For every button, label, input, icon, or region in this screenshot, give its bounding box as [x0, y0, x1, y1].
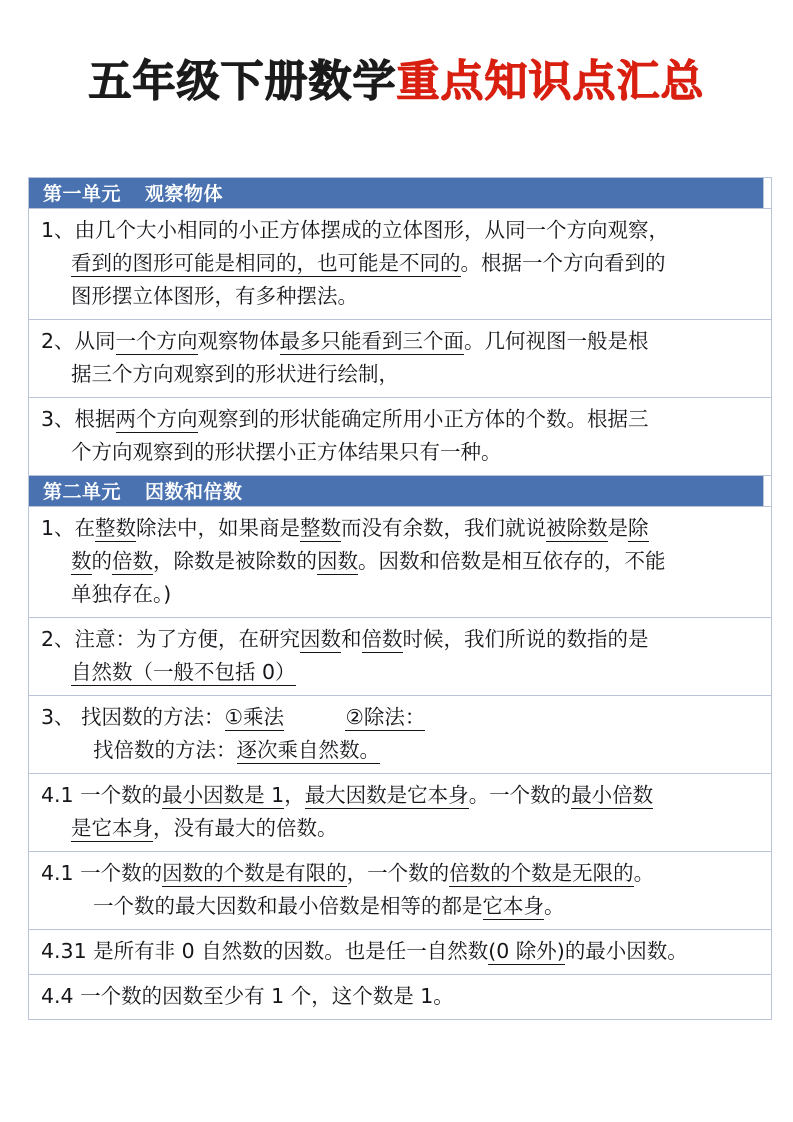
paragraph-line — [41, 280, 761, 313]
underlined-text: 看到的图形 — [71, 251, 174, 275]
paragraph — [41, 857, 761, 923]
paragraph-line — [41, 247, 761, 280]
text-run: 。根据一个方向看到的 — [460, 251, 666, 275]
underlined-text: 自然数（一般不包括 0） — [71, 660, 296, 684]
paragraph-line — [41, 623, 761, 656]
text-run: 。一个数的 — [468, 783, 572, 807]
header-end-cap — [763, 178, 771, 208]
table-row — [29, 774, 771, 852]
paragraph — [41, 980, 761, 1013]
underlined-text: 一个方向 — [115, 329, 198, 353]
paragraph-line — [41, 545, 761, 578]
section-header — [29, 476, 771, 507]
underlined-text: 倍数 — [361, 627, 403, 651]
underlined-text: ①乘法 — [224, 705, 284, 729]
paragraph-line — [41, 214, 761, 247]
text-run: 4.1 一个数的 — [41, 861, 163, 885]
text-run: 时候，我们所说的数指的是 — [402, 627, 649, 651]
underlined-text: 最大因数是它本身 — [304, 783, 469, 807]
text-run — [284, 705, 346, 729]
page-title-red: 重点知识点汇总 — [396, 57, 705, 107]
text-run: 单独存在。) — [71, 582, 172, 606]
text-run: 。 — [544, 894, 565, 918]
text-run: 图形摆立体图形，有多种摆法。 — [71, 284, 358, 308]
underlined-text: (0 除外) — [488, 939, 565, 963]
paragraph-line — [41, 857, 761, 890]
text-run: 据三个方向观察到的形状进行绘制， — [71, 362, 399, 386]
paragraph-line — [41, 980, 761, 1013]
paragraph-line — [41, 578, 761, 611]
text-run: 。 — [633, 861, 655, 885]
underlined-text: 可能 — [173, 251, 215, 275]
paragraph-line — [41, 812, 761, 845]
paragraph-line — [41, 935, 761, 968]
paragraph — [41, 214, 761, 313]
underlined-text: 整数 — [95, 516, 137, 540]
paragraph — [41, 779, 761, 845]
section-title-label: 因数和倍数 — [145, 481, 243, 503]
text-run: 2、注意：为了方便，在研究 — [41, 627, 301, 651]
underlined-text: 三个面 — [402, 329, 465, 353]
section-header — [29, 178, 771, 209]
underlined-text: 倍数 — [112, 549, 153, 573]
text-run: 一个数的最大因数和最小倍数是相等的都是 — [93, 894, 483, 918]
text-run: 的最小因数。 — [564, 939, 688, 963]
text-run: 3、 找因数的方法： — [41, 705, 225, 729]
paragraph-line — [41, 734, 761, 767]
text-run: 和 — [341, 627, 362, 651]
text-run: 是 — [607, 516, 629, 540]
underlined-text: 最小倍数 — [571, 783, 654, 807]
text-run: 。几何视图一般是根 — [464, 329, 649, 353]
knowledge-table — [28, 177, 772, 1020]
paragraph-line — [41, 512, 761, 545]
paragraph — [41, 512, 761, 611]
table-row — [29, 930, 771, 975]
paragraph-line — [41, 436, 761, 469]
text-run: 。因数和倍数是相互依存的，不能 — [358, 549, 666, 573]
paragraph — [41, 701, 761, 767]
text-run: 4.1 一个数的 — [41, 783, 163, 807]
underlined-text: 它本身 — [482, 894, 544, 918]
underlined-text: 也可能是不同的 — [317, 251, 461, 275]
table-row — [29, 618, 771, 696]
text-run: 1、由几个大小相同的小正方体摆成的立体图形，从同一个方向观察， — [41, 218, 670, 242]
paragraph-line — [41, 890, 761, 923]
underlined-text: 最小因数是 1 — [162, 783, 285, 807]
underlined-text: 是相同的， — [214, 251, 317, 275]
table-row — [29, 320, 771, 398]
underlined-text: 除 — [628, 516, 649, 540]
page-title — [28, 0, 765, 119]
paragraph-line — [41, 403, 761, 436]
table-row — [29, 696, 771, 774]
paragraph-line — [41, 325, 761, 358]
underlined-text: 整数 — [300, 516, 342, 540]
text-run: 4.31 是所有非 0 自然数的因数。也是任一自然数 — [41, 939, 489, 963]
underlined-text: ②除法： — [345, 705, 426, 729]
text-run: 3、根据 — [41, 407, 116, 431]
text-run: 的 — [91, 549, 112, 573]
paragraph-line — [41, 358, 761, 391]
paragraph-line — [41, 701, 761, 734]
text-run: 而没有余数，我们就说 — [341, 516, 547, 540]
paragraph — [41, 403, 761, 469]
text-run: ，没有最大的倍数。 — [153, 816, 338, 840]
text-run: 找倍数的方法： — [93, 738, 237, 762]
table-row — [29, 209, 771, 320]
paragraph — [41, 325, 761, 391]
underlined-text: 因数的个数是有限的 — [162, 861, 347, 885]
paragraph-line — [41, 779, 761, 812]
underlined-text: 两个方向 — [115, 407, 198, 431]
paragraph-line — [41, 656, 761, 689]
table-row — [29, 398, 771, 476]
text-run: 4.4 一个数的因数至少有 1 个，这个数是 1。 — [41, 984, 454, 1008]
table-row — [29, 507, 771, 618]
underlined-text: 因数 — [300, 627, 342, 651]
text-run: 观察到的形状能确定所用小正方体的个数。根据三 — [197, 407, 649, 431]
table-row — [29, 852, 771, 930]
underlined-text: 数 — [71, 549, 92, 573]
underlined-text: 逐次乘自然数。 — [236, 738, 380, 762]
paragraph — [41, 935, 761, 968]
underlined-text: 被除数 — [546, 516, 608, 540]
section-unit-label: 第一单元 — [43, 183, 122, 205]
paragraph — [41, 623, 761, 689]
underlined-text: 倍数的个数是无限的 — [449, 861, 634, 885]
text-run: 2、从同 — [41, 329, 116, 353]
text-run: 观察物体 — [197, 329, 280, 353]
section-title-label: 观察物体 — [145, 183, 224, 205]
underlined-text: 因数 — [317, 549, 358, 573]
underlined-text: 最多只能看到 — [279, 329, 403, 353]
text-run: 1、在 — [41, 516, 96, 540]
text-run: ，除数是被除数的 — [153, 549, 317, 573]
underlined-text: 是它本身 — [71, 816, 153, 840]
text-run: ， — [284, 783, 305, 807]
text-run: 除法中，如果商是 — [136, 516, 301, 540]
header-end-cap — [763, 476, 771, 506]
text-run: 个方向观察到的形状摆小正方体结果只有一种。 — [71, 440, 502, 464]
page-title-black: 五年级下册数学 — [88, 57, 397, 107]
table-row — [29, 975, 771, 1020]
text-run: ，一个数的 — [346, 861, 450, 885]
section-unit-label: 第二单元 — [43, 481, 122, 503]
